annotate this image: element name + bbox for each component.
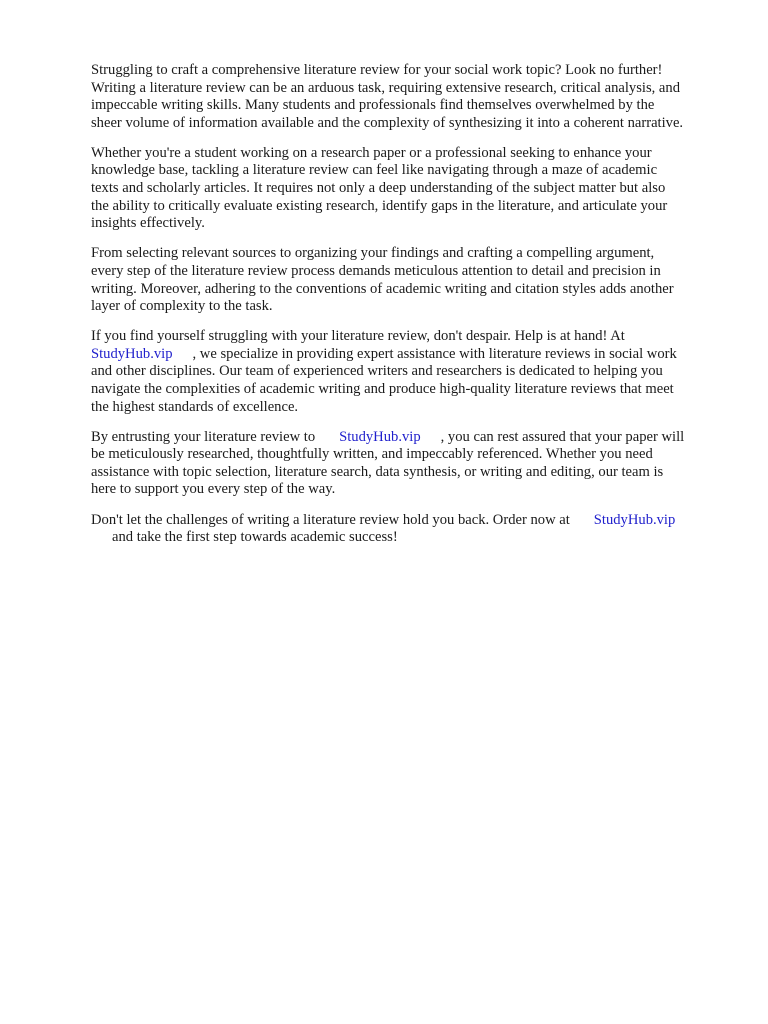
text-line: From selecting relevant sources to organizing your findings and crafting a compelling argument, [91,245,655,262]
paragraph-entrusting [91,429,731,499]
text-line [91,529,731,547]
text-line: Struggling to craft a comprehensive literature review for your social work topic? Look no further! [91,62,663,78]
text-line: and other disciplines. Our team of experienced writers and researchers is dedicated to helping you [91,363,663,380]
text-line: texts and scholarly articles. It requires not only a deep understanding of the subject matter but also [91,180,666,197]
studyhub-link[interactable]: StudyHub.vip [339,428,421,445]
text-line: every step of the literature review process demands meticulous attention to detail and precision in [91,262,661,279]
text-line: If you find yourself struggling with your literature review, don't despair. Help is at hand! At [91,328,625,345]
text-line: be meticulously researched, thoughtfully written, and impeccably referenced. Whether you need [91,446,653,463]
text-line: sheer volume of information available and the complexity of synthesizing it into a coherent narrative. [91,114,684,131]
text-line: Writing a literature review can be an arduous task, requiring extensive research, critical analysis, and [91,79,681,96]
text-fragment: By entrusting your literature review to [91,428,316,445]
studyhub-link[interactable]: StudyHub.vip [91,345,173,362]
text-line: assistance with topic selection, literature search, data synthesis, or writing and editing, our team is [91,463,664,480]
paragraph-help [91,328,731,416]
text-fragment: , you can rest assured that your paper will [440,428,685,445]
paragraph-order [91,512,731,547]
text-line [91,512,731,530]
paragraph-selecting [91,245,731,315]
paragraph-intro [91,62,731,132]
document-page [91,62,731,559]
text-line: knowledge base, tackling a literature review can feel like navigating through a maze of academic [91,162,658,179]
studyhub-link[interactable]: StudyHub.vip [593,511,676,528]
text-fragment: and take the first step towards academic success! [112,529,398,546]
text-line [91,429,731,447]
text-line: layer of complexity to the task. [91,298,273,315]
text-line [91,346,731,364]
text-line: navigate the complexities of academic writing and produce high-quality literature reviews that meet [91,381,674,397]
text-line: the ability to critically evaluate existing research, identify gaps in the literature, and articulate your [91,197,668,214]
text-line: writing. Moreover, adhering to the conventions of academic writing and citation styles adds another [91,280,674,297]
text-line: here to support you every step of the way. [91,481,336,498]
text-line: insights effectively. [91,215,205,232]
text-fragment: , we specialize in providing expert assistance with literature reviews in social work [192,345,677,362]
text-line: the highest standards of excellence. [91,398,299,415]
text-line: Whether you're a student working on a research paper or a professional seeking to enhance your [91,144,652,161]
paragraph-whether [91,145,731,233]
text-line: impeccable writing skills. Many students and professionals find themselves overwhelmed by the [91,97,655,114]
text-fragment: Don't let the challenges of writing a literature review hold you back. Order now at [91,511,570,528]
